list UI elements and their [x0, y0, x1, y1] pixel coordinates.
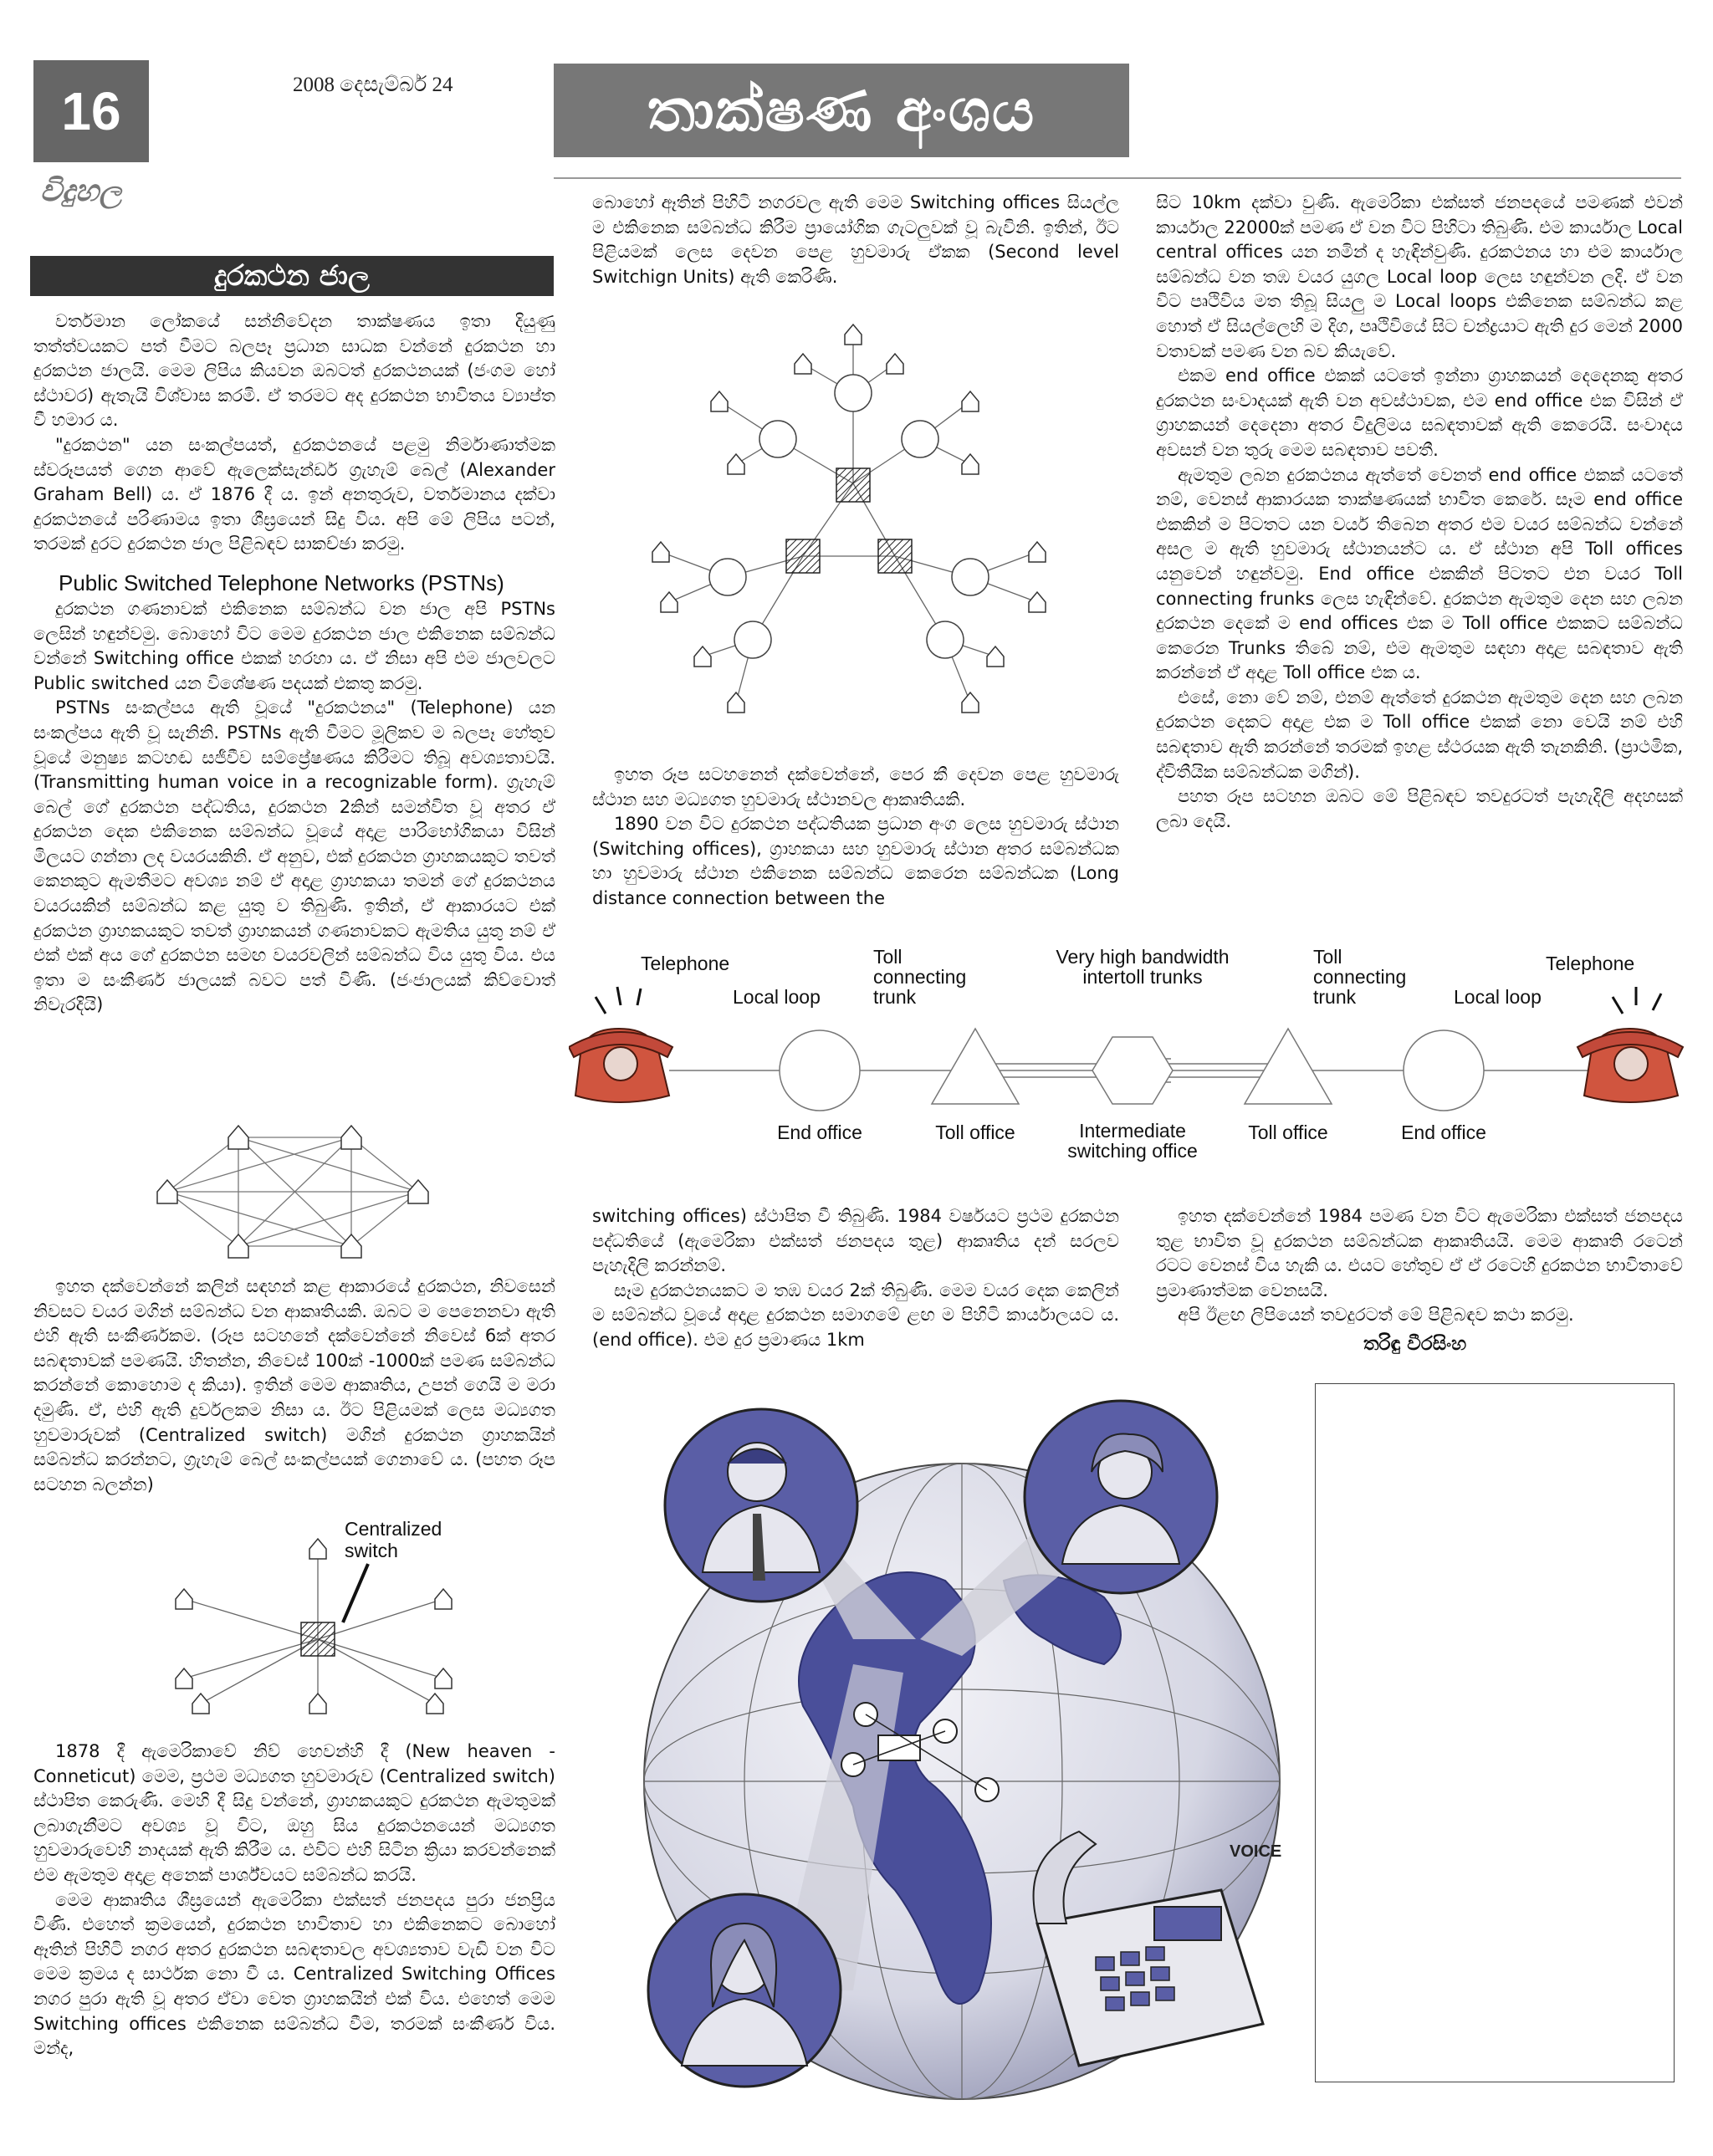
page-number: 16: [33, 60, 149, 162]
column-2-paragraph: සෑම දුරකථනයකට ම තඹ වයර 2ක් තිබුණි. මෙම වයර දෙක කෙලින් ම සම්බන්ධ වූයේ අදාළ දුරකථන සමාගමේ ළඟ ම පිහිටි කාර්යාලයට ය. (end office). එම දුර ප්‍රමාණය 1km: [592, 1280, 1119, 1350]
label-intertoll-2: intertoll trunks: [1082, 966, 1203, 988]
house-icon: [661, 592, 678, 612]
house-icon: [962, 454, 979, 474]
house-icon: [228, 1126, 248, 1149]
label-telephone-right: Telephone: [1546, 953, 1635, 974]
column-2-paragraph: බොහෝ ඈතින් පිහිටි නගරවල ඇති මෙම Switching offices සියල්ල ම එකිනෙක සම්බන්ධ කිරීම ප්‍රායෝගික ගැටලුවක් වූ බැවිනි. ඉතින්, ඊට පිළියමක් ලෙස දෙවන පෙළ හුවමාරු ඒකක (Second level Switchign Units) ඇති කෙරිණි.: [592, 192, 1119, 287]
house-icon: [341, 1234, 361, 1258]
column-3-paragraph: පහත රූප සටහන ඔබට මේ පිළිබඳව තවදුරටත් පැහැදිලි අදහසක් ලබා දෙයි.: [1156, 786, 1683, 831]
column-3-bottom: [1156, 1204, 1683, 1328]
column-2-bottom: [592, 1204, 1119, 1353]
label-local-loop-left: Local loop: [733, 986, 821, 1008]
centralized-label-line2: switch: [345, 1540, 398, 1561]
second-level-switch: [836, 468, 870, 502]
column-3-paragraph: ඇමතුම ලබන දුරකථනය ඇත්තේ වෙනත් end office එකක් යටතේ නම්, වෙනස් ආකාරයක තාක්ෂණයක් භාවිත කෙරේ. සෑම end office එකකින් ම පිටතට යන වයර් තිබෙන අතර එම වයර සම්බන්ධ වන්නේ අසල ම ඇති හුවමාරු ස්ථානයන්ට ය. ඒ ස්ථාන අපි Toll offices යනුවෙන් හඳුන්වමු. End office එකකින් පිටතට එන වයර Toll connecting frunks ලෙස හැඳින්වේ. දුරකථන ඇමතුම දෙන සහ ලබන දුරකථන දෙකේ ම end offices එක ම Toll office එකකට සම්බන්ධ කෙරෙන Trunks තිබේ නම්, එම ඇමතුම සඳහා අදාළ සබඳතාව ඇති කරන්නේ ඒ අදාළ Toll office එක ය.: [1156, 464, 1683, 683]
house-icon: [728, 454, 744, 474]
intro-paragraph: වර්තමාන ලෝකයේ සන්නිවේදන තාක්ෂණය ඉතා දියුණු තත්ත්වයකට පත් වීමට බලපෑ ප්‍රධාන සාධක වන්නේ දුරකථන හා දුරකථන ජාලයි. මෙම ලිපිය කියවන ඔබටත් දුරකථනයක් (ජංගම හෝ ස්ථාවර) ඇතැයි විශ්වාස කරමි. ඒ තරමට අද දුරකථන භාවිතය ව්‍යාප්ත වී හමාර ය.: [33, 311, 555, 431]
column-2-paragraph: switching offices) ස්ථාපිත වී තිබුණි. 1984 වර්ෂයට ප්‍රථම දුරකථන පද්ධතියේ (ඇමෙරිකා එක්සත් ජනපදය තුළ) ආකෘතිය දන් සරලව පැහැදිලි කරන්නම්.: [592, 1206, 1119, 1276]
history-paragraph: 1878 දී ඇමෙරිකාවේ නිව් හෙවන්හි දී (New heaven - Conneticut) මෙම, ප්‍රථම මධ්‍යගත හුවමාරුව (Centralized switch) ස්ථාපිත කෙරුණි. මෙහි දී සිදු වන්නේ, ග්‍රාහකයකුට දුරකථන ඇමතුමක් ලබාගැනීමට අවශ්‍ය වූ විට, ඔහු සිය දුරකථනයෙන් මධ්‍යගත හුවමාරුවෙහි නාදයක් ඇති කිරීම ය. එවිට එහි සිටින ක්‍රියා කරවන්නෙක් එම ඇමතුම අදාළ අනෙක් පාර්ශ්වයට සම්බන්ධ කරයි.: [33, 1741, 555, 1885]
end-office-right-node: [1404, 1030, 1484, 1111]
house-icon: [427, 1694, 443, 1714]
house-icon: [1029, 592, 1046, 612]
two-level-switching-diagram: [636, 309, 1087, 719]
column-2-mid: [592, 763, 1119, 912]
toll-office-right-node: [1245, 1029, 1332, 1104]
house-icon: [192, 1694, 209, 1714]
end-office-left-node: [780, 1030, 860, 1111]
mesh-network-diagram: [142, 1112, 493, 1271]
label-toll-office-left: Toll office: [935, 1121, 1015, 1143]
history-paragraph: මෙම ආකෘතිය ශීඝ්‍රයෙන් ඇමෙරිකා එක්සත් ජනපදය පුරා ජනප්‍රිය විණි. එහෙත් ක්‍රමයෙන්, දුරකථන භාවිතාව හා එකිනෙකට බොහෝ ඈතින් පිහිටි නගර අතර දුරකථන සබඳතාවල අවශ්‍යතාව වැඩි වන විට මෙම ක්‍රමය ද සාර්ථක නො වී ය. Centralized Switching Offices නගර පුරා ඇති වූ අතර ඒවා වෙත ග්‍රාහකයින් එක් විය. එහෙත් මෙම Switching offices එකිනෙක සම්බන්ධ වීම, තරමක් සංකීර්ණ විය. මන්ද,: [33, 1889, 555, 2059]
column-2-top: [592, 191, 1119, 289]
pstn-paragraph: දුරකථන ගණනාවක් එකිනෙක සම්බන්ධ වන ජාල අපි PSTNs ලෙසින් හඳුන්වමු. බොහෝ විට මෙම දුරකථන ජාල එකිනෙක සම්බන්ධ වන්නේ Switching office එකක් හරහා ය. ඒ නිසා අපි එම ජාලවලට Public switched යන විශේෂණ පදයක් එකතු කරමු.: [33, 598, 555, 693]
house-icon: [694, 646, 711, 667]
telephony-globe-illustration: [585, 1388, 1296, 2124]
house-icon: [728, 692, 744, 713]
intro-paragraph: "දුරකථන" යන සංකල්පයත්, දුරකථනයේ පළමු නිර්මාණාත්මක ස්වරූපයත් ගෙන ආවේ ඇලෙක්සැන්ඩර් ග්‍රැහැම් බෙල් (Alexander Graham Bell) ය. ඒ 1876 දී ය. ඉන් අනතුරුව, වර්තමානය දක්වා දුරකථනයේ පරිණාමය ඉතා ශීඝ්‍රයෙන් සිදු විය. අපි මේ ලිපිය පටන්, තරමක් දුරට දුරකථන ජාල පිළිබඳව සාකච්ඡා කරමු.: [33, 434, 555, 554]
column-1-mesh-text: [33, 1275, 555, 1497]
centralized-switch-diagram: [159, 1515, 510, 1733]
second-level-switch: [786, 539, 820, 573]
column-1-intro: [33, 309, 555, 1018]
house-icon: [845, 324, 862, 345]
central-switch: [301, 1622, 335, 1656]
pstn-paragraph: PSTNs සංකල්පය ඇති වූයේ "දුරකථනය" (Telephone) යන සංකල්පය ඇති වූ සැනිනි. PSTNs ඇති වීමට මූලිකව ම බලපෑ හේතුව වූයේ මනුෂ්‍ය කටහඬ සජීවීව සම්ප්‍රේෂණය කිරීමට තිබූ අවශ්‍යතාවයි. (Transmitting human voice in a recognizable form). ග්‍රැහැම් බෙල් ගේ දුරකථන පද්ධතිය, දුරකථන 2කින් සමන්විත වූ අතර ඒ දුරකථන දෙක එකිනෙක සම්බන්ධ වූයේ අදාළ පාරිභෝගිකයා විසින් මිලයට ගන්නා ලද වයරයකිනි. ඒ අනුව, එක් දුරකථන ග්‍රාහකයකුට තවත් කෙනකුට ඇමතීමට අවශ්‍ය නම් ඒ අදාළ ග්‍රාහකයා තමන් ගේ දුරකථනය වයරයකින් සම්බන්ධ කළ යුතු ව තිබුණි. ඉතින්, ඒ ආකාරයට එක් දුරකථන ග්‍රාහකයකුට තවත් ග්‍රාහකයන් ගණනාවකට ඇමතිය යුතු නම් ඒ එක් එක් අය ගේ දුරකථන සමඟ වයරවලින් සම්බන්ධ විය යුතු විය. එය ඉතා ම සංකීර්ණ ජාලයක් බවට පත් විණි. (ජංජාලයක් කිව්වොත් නිවැරදියි): [33, 697, 555, 1015]
toll-office-left-node: [932, 1029, 1019, 1104]
house-icon: [887, 354, 903, 374]
column-3-paragraph: එසේ, නො වේ නම්, එනම් ඇත්තේ දුරකථන ඇමතුම දෙන සහ ලබන දුරකථන දෙකට අදාළ එක ම Toll office එකක් නො වෙයි නම් එහි සබඳතාව ඇති කරන්නේ තරමක් ඉහළ ස්ථරයක ඇති තැනකිනි. (ප්‍රාථමික, ද්විතීයික සම්බන්ධක මගින්).: [1156, 687, 1683, 782]
label-end-office-left: End office: [777, 1121, 862, 1143]
house-icon: [987, 646, 1004, 667]
label-toll-trunk-right-1: Toll: [1313, 946, 1342, 968]
empty-frame: [1315, 1383, 1675, 2082]
article-title: දුරකථන ජාල: [30, 256, 554, 296]
label-toll-office-right: Toll office: [1248, 1121, 1328, 1143]
label-toll-trunk-left-3: trunk: [873, 986, 917, 1008]
label-intertoll-1: Very high bandwidth: [1056, 946, 1230, 968]
column-3-paragraph: අපි ඊළඟ ලිපියෙන් තවදුරටත් මේ පිළිබඳව කථා කරමු.: [1178, 1305, 1574, 1326]
section-name: විදුහල: [40, 174, 122, 208]
author-name: තරිඳු වීරසිංහ: [1363, 1333, 1467, 1355]
mesh-caption: ඉහත දක්වෙන්නේ කලින් සඳහන් කළ ආකාරයේ දුරකථන, නිවසෙන් නිවසට වයර මගින් සම්බන්ධ වන ආකෘතියකි. ඔබට ම පෙනෙනවා ඇති එහි ඇති සංකීර්ණකම. (රූප සටහනේ දක්වෙන්නේ නිවෙස් 6ක් අතර සබඳතාවක් පමණයි. හිතන්න, නිවෙස් 100ක් -1000ක් පමණ සම්බන්ධ කරන්නේ කොහොම ද කියා). ඉතින් මෙම ආකෘතිය, උපන් ගෙයි ම මරා දමුණි. ඒ, එහි ඇති දුර්වලකම නිසා ය. ඊට පිළියමක් ලෙස මධ්‍යගත හුවමාරුවක් (Centralized switch) මගින් දුරකථන ග්‍රාහකයින් සම්බන්ධ කරන්නට, ග්‍රැහැම් බෙල් සංකල්පයක් ගෙනාවේ ය. (පහත රූප සටහන බලන්න): [33, 1276, 555, 1494]
house-icon: [962, 692, 979, 713]
label-toll-trunk-right-2: connecting: [1313, 966, 1407, 988]
house-icon: [435, 1589, 452, 1609]
column-3-paragraph: ඉහත දක්වෙන්නේ 1984 පමණ වන විට ඇමෙරිකා එක්සත් ජනපදය තුළ භාවිත වූ දුරකථන සම්බන්ධක ආකෘතියයි. මෙම ආකෘති රටෙන් රටට වෙනස් විය හැකි ය. එයට හේතුව ඒ ඒ රටෙහි දුරකථන භාවිතාවේ ප්‍රමාණාත්මක වෙනසයි.: [1156, 1206, 1683, 1300]
label-intermediate-2: switching office: [1067, 1140, 1198, 1162]
house-icon: [341, 1126, 361, 1149]
column-3: [1156, 191, 1683, 834]
label-toll-trunk-left-2: connecting: [873, 966, 967, 988]
centralized-label-line1: Centralized: [345, 1518, 442, 1540]
house-icon: [228, 1234, 248, 1258]
label-end-office-right: End office: [1401, 1121, 1486, 1143]
telephone-left-icon: [569, 987, 672, 1102]
label-toll-trunk-right-3: trunk: [1313, 986, 1357, 1008]
telephone-hierarchy-diagram: [569, 945, 1690, 1171]
house-icon: [157, 1180, 177, 1203]
column-1-history: [33, 1740, 555, 2061]
house-icon: [652, 542, 669, 562]
voice-label: VOICE: [1230, 1842, 1282, 1861]
house-icon: [795, 354, 811, 374]
masthead-title: තාක්ෂණ අංශය: [554, 64, 1129, 157]
label-intermediate-1: Intermediate: [1079, 1120, 1186, 1142]
column-2-paragraph: 1890 වන විට දුරකථන පද්ධතියක ප්‍රධාන අංග ලෙස හුවමාරු ස්ථාන (Switching offices), ග්‍රාහකයා සහ හුවමාරු ස්ථාන අතර සම්බන්ධක හා හුවමාරු ස්ථාන එකිනෙක සම්බන්ධ කෙරෙන සම්බන්ධක (Long distance connection between the: [592, 814, 1119, 908]
house-icon: [176, 1589, 192, 1609]
house-icon: [962, 391, 979, 411]
label-toll-trunk-left-1: Toll: [873, 946, 903, 968]
second-level-switch: [878, 539, 912, 573]
house-icon: [309, 1539, 326, 1559]
pstn-heading: Public Switched Telephone Networks (PSTNs): [59, 570, 504, 595]
column-2-paragraph: ඉහත රූප සටහනෙන් දක්වෙන්නේ, පෙර කී දෙවන පෙළ හුවමාරු ස්ථාන සහ මධ්‍යගත හුවමාරු ස්ථානවල ආකෘතියකි.: [592, 764, 1119, 810]
column-3-paragraph: එකම end office එකක් යටතේ ඉන්නා ග්‍රාහකයන් දෙදෙනකු අතර දුරකථන සංවාදයක් ඇති වන අවස්ථාවක, එම end office එක විසින් ඒ ග්‍රාහකයන් දෙදෙනා අතර විදුලිමය සබඳතාවක් ඇති කෙරෙයි. සංවාදය අවසන් වන තුරු මෙම සබඳතාව පවතී.: [1156, 365, 1683, 460]
house-icon: [1029, 542, 1046, 562]
house-icon: [408, 1180, 428, 1203]
house-icon: [435, 1668, 452, 1689]
label-telephone-left: Telephone: [641, 953, 730, 974]
house-icon: [711, 391, 728, 411]
house-icon: [309, 1694, 326, 1714]
column-3-paragraph: සිට 10km දක්වා වුණි. ඇමෙරිකා එක්සත් ජනපදයේ පමණක් එවන් කාර්යාල 22000ක් පමණ ඒ වන විට පිහිටා තිබුණි. එම කාර්යාල Local central offices යන නමින් ද හැඳින්වුණි. දුරකථනය හා එම කාර්යාල සම්බන්ධ වන තඹ වයර යුගල Local loop ලෙස හඳුන්වන ලදි. ඒ වන විට පෘථිවිය මත තිබූ සියලු ම Local loops එකිනෙක සම්බන්ධ කළ හොත් ඒ සියල්ලෙහි ම දිග, පෘථිවියේ සිට චන්ද්‍රයාට ඇති දුර මෙන් 2000 වතාවක් පමණ වන බව කියැවේ.: [1156, 192, 1683, 361]
header-divider: [554, 177, 1681, 179]
intermediate-office-node: [1092, 1037, 1173, 1104]
house-icon: [176, 1668, 192, 1689]
telephone-right-icon: [1577, 987, 1683, 1102]
issue-date: 2008 දෙසැම්බර් 24: [293, 74, 453, 96]
label-local-loop-right: Local loop: [1454, 986, 1542, 1008]
